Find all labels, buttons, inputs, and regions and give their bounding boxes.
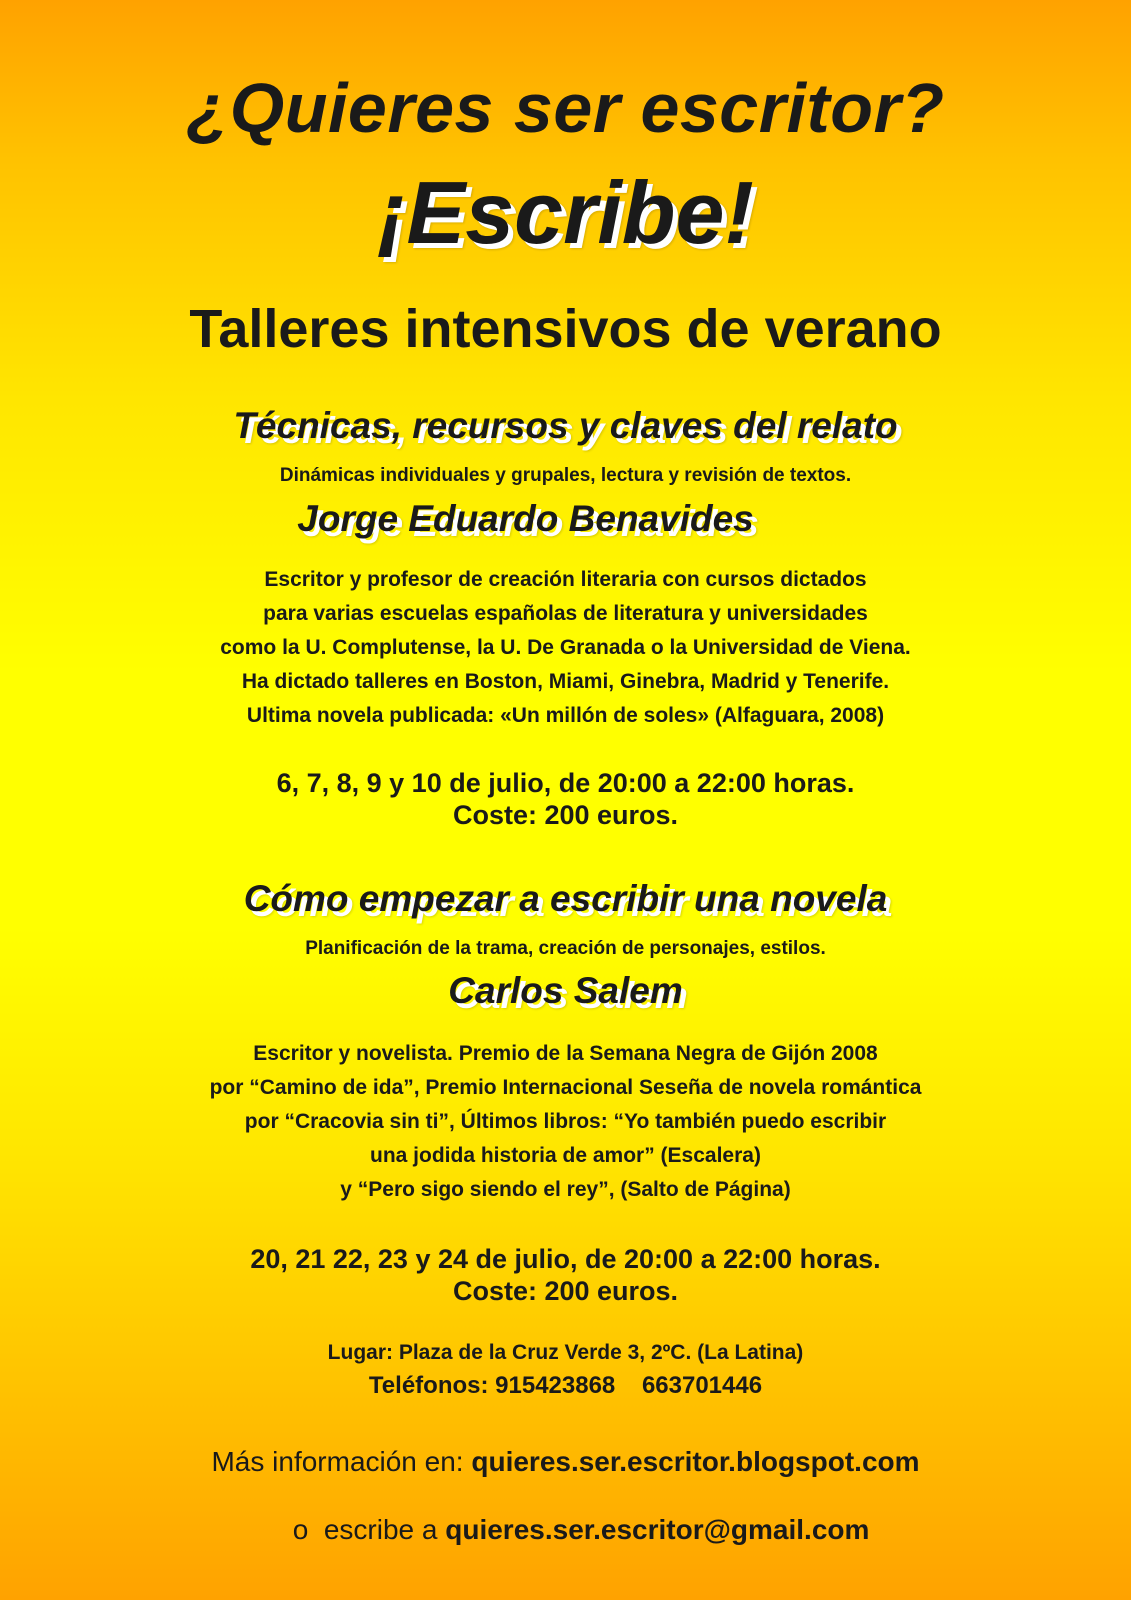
course2-bio-line: una jodida historia de amor” (Escalera) [370, 1144, 761, 1167]
course2-dates: 20, 21 22, 23 y 24 de julio, de 20:00 a 22:00 horas. [250, 1244, 881, 1274]
course1-bio-line: Ha dictado talleres en Boston, Miami, Ginebra, Madrid y Tenerife. [241, 670, 890, 693]
more-info-label: Más información en: [211, 1446, 472, 1477]
course1-bio-line: como la U. Complutense, la U. De Granada o la Universidad de Viena. [220, 636, 911, 659]
course2-cost: Coste: 200 euros. [452, 1276, 679, 1306]
course1-subtitle: Dinámicas individuales y grupales, lectura y revisión de textos. [279, 465, 852, 486]
course1-bio-line: Ultima novela publicada: «Un millón de soles» (Alfaguara, 2008) [246, 704, 885, 727]
course2-bio-line: Escritor y novelista. Premio de la Semana Negra de Gijón 2008 [253, 1042, 878, 1065]
course1-bio-line: para varias escuelas españolas de literatura y universidades [263, 602, 868, 625]
headline-exclaim: ¡Escribe! [377, 163, 754, 262]
more-info-line [0, 1445, 1131, 1479]
venue-address: Lugar: Plaza de la Cruz Verde 3, 2ºC. (La Latina) [327, 1341, 804, 1364]
course1-dates: 6, 7, 8, 9 y 10 de julio, de 20:00 a 22:00 horas. [276, 768, 855, 798]
course2-teacher: Carlos Salem [448, 970, 683, 1011]
section-subtitle: Talleres intensivos de verano [189, 299, 942, 359]
venue-phones: Teléfonos: 915423868 663701446 [368, 1372, 763, 1399]
email-link[interactable]: quieres.ser.escritor@gmail.com [445, 1514, 870, 1545]
course2-title: Cómo empezar a escribir una novela [243, 878, 888, 919]
course1-title: Técnicas, recursos y claves del relato [233, 405, 898, 446]
course1-cost: Coste: 200 euros. [452, 800, 679, 830]
course2-bio-line: por “Camino de ida”, Premio Internacional Seseña de novela romántica [209, 1076, 922, 1099]
course2-subtitle: Planificación de la trama, creación de personajes, estilos. [305, 938, 826, 959]
email-line [0, 1479, 1131, 1581]
course1-bio-line: Escritor y profesor de creación literaria con cursos dictados [264, 568, 867, 591]
course2-bio-line: y “Pero sigo siendo el rey”, (Salto de Página) [340, 1178, 791, 1201]
course1-teacher: Jorge Eduardo Benavides [297, 498, 754, 539]
course2-bio-line: por “Cracovia sin ti”, Últimos libros: “Yo también puedo escribir [244, 1110, 887, 1133]
email-label: o escribe a [292, 1514, 446, 1545]
blog-link[interactable]: quieres.ser.escritor.blogspot.com [471, 1446, 920, 1477]
headline-question: ¿Quieres ser escritor? [186, 69, 945, 147]
